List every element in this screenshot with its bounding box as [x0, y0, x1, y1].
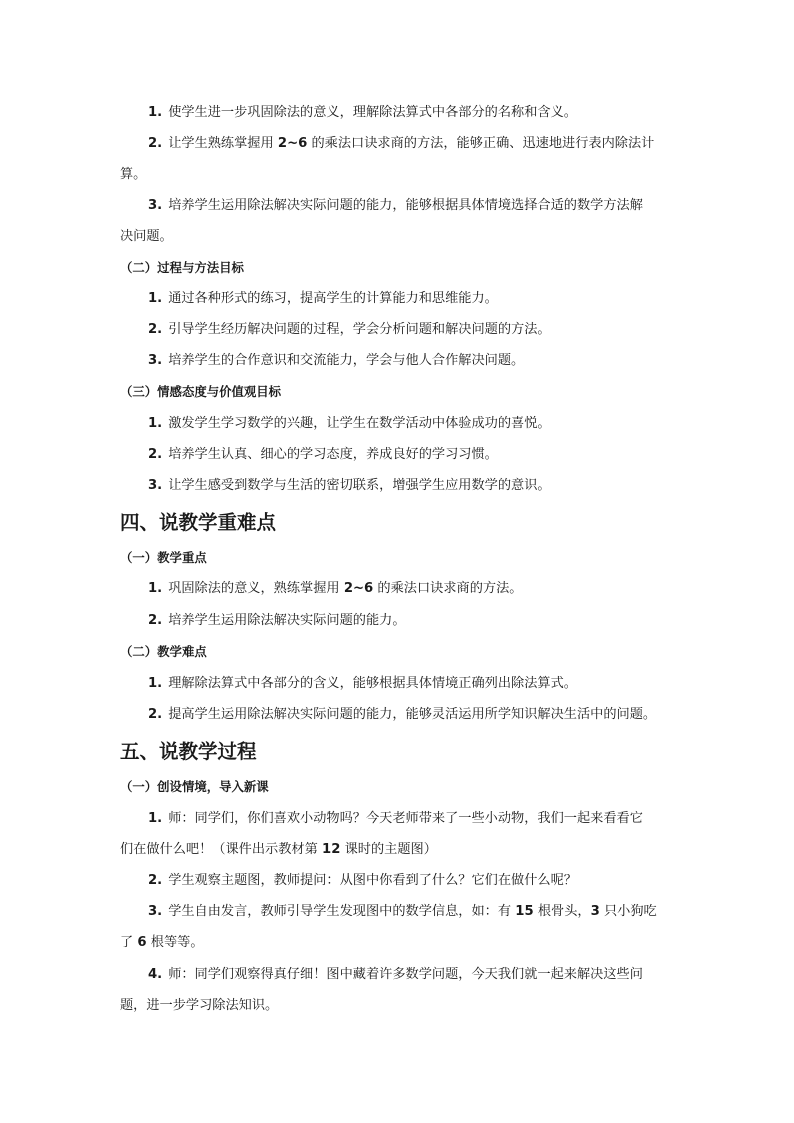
emotion-goal-1: 1. 激发学生学习数学的兴趣，让学生在数学活动中体验成功的喜悦。: [148, 416, 551, 431]
knowledge-item-2-cont: 算。: [120, 167, 147, 182]
process-step-1-cont: 们在做什么吧！（课件出示教材第 12 课时的主题图）: [120, 842, 437, 857]
process-step-2: 2. 学生观察主题图，教师提问：从图中你看到了什么？它们在做什么呢？: [148, 873, 577, 888]
process-step-3: 3. 学生自由发言，教师引导学生发现图中的数学信息，如：有 15 根骨头，3 只小狗吃: [148, 904, 657, 919]
process-goal-2: 2. 引导学生经历解决问题的过程，学会分析问题和解决问题的方法。: [148, 322, 551, 337]
difficult-points-title: （二）教学难点: [120, 644, 207, 659]
key-points-title: （一）教学重点: [120, 550, 207, 565]
process-goal-3: 3. 培养学生的合作意识和交流能力，学会与他人合作解决问题。: [148, 353, 525, 368]
knowledge-item-3-cont: 决问题。: [120, 229, 173, 244]
section-4-heading: 四、说教学重难点: [120, 511, 277, 534]
process-goals-title: （二）过程与方法目标: [120, 260, 244, 275]
knowledge-item-3: 3. 培养学生运用除法解决实际问题的能力，能够根据具体情境选择合适的数学方法解: [148, 198, 643, 213]
emotion-goal-3: 3. 让学生感受到数学与生活的密切联系，增强学生应用数学的意识。: [148, 478, 551, 493]
process-goal-1: 1. 通过各种形式的练习，提高学生的计算能力和思维能力。: [148, 291, 498, 306]
process-step-1: 1. 师：同学们，你们喜欢小动物吗？今天老师带来了一些小动物，我们一起来看看它: [148, 811, 643, 826]
emotion-goals-title: （三）情感态度与价值观目标: [120, 384, 282, 399]
process-step-3-cont: 了 6 根等等。: [120, 935, 204, 950]
knowledge-item-1: 1. 使学生进一步巩固除法的意义，理解除法算式中各部分的名称和含义。: [148, 105, 577, 120]
process-step-4: 4. 师：同学们观察得真仔细！图中藏着许多数学问题，今天我们就一起来解决这些问: [148, 967, 643, 982]
key-point-2: 2. 培养学生运用除法解决实际问题的能力。: [148, 613, 406, 628]
key-point-1: 1. 巩固除法的意义，熟练掌握用 2~6 的乘法口诀求商的方法。: [148, 581, 523, 596]
emotion-goal-2: 2. 培养学生认真、细心的学习态度，养成良好的学习习惯。: [148, 447, 498, 462]
process-step-4-cont: 题，进一步学习除法知识。: [120, 998, 279, 1013]
difficult-point-1: 1. 理解除法算式中各部分的含义，能够根据具体情境正确列出除法算式。: [148, 676, 577, 691]
knowledge-item-2: 2. 让学生熟练掌握用 2~6 的乘法口诀求商的方法，能够正确、迅速地进行表内除法计: [148, 136, 655, 151]
section-5-heading: 五、说教学过程: [120, 740, 257, 763]
difficult-point-2: 2. 提高学生运用除法解决实际问题的能力，能够灵活运用所学知识解决生活中的问题。: [148, 707, 657, 722]
scenario-title: （一）创设情境，导入新课: [120, 779, 269, 794]
